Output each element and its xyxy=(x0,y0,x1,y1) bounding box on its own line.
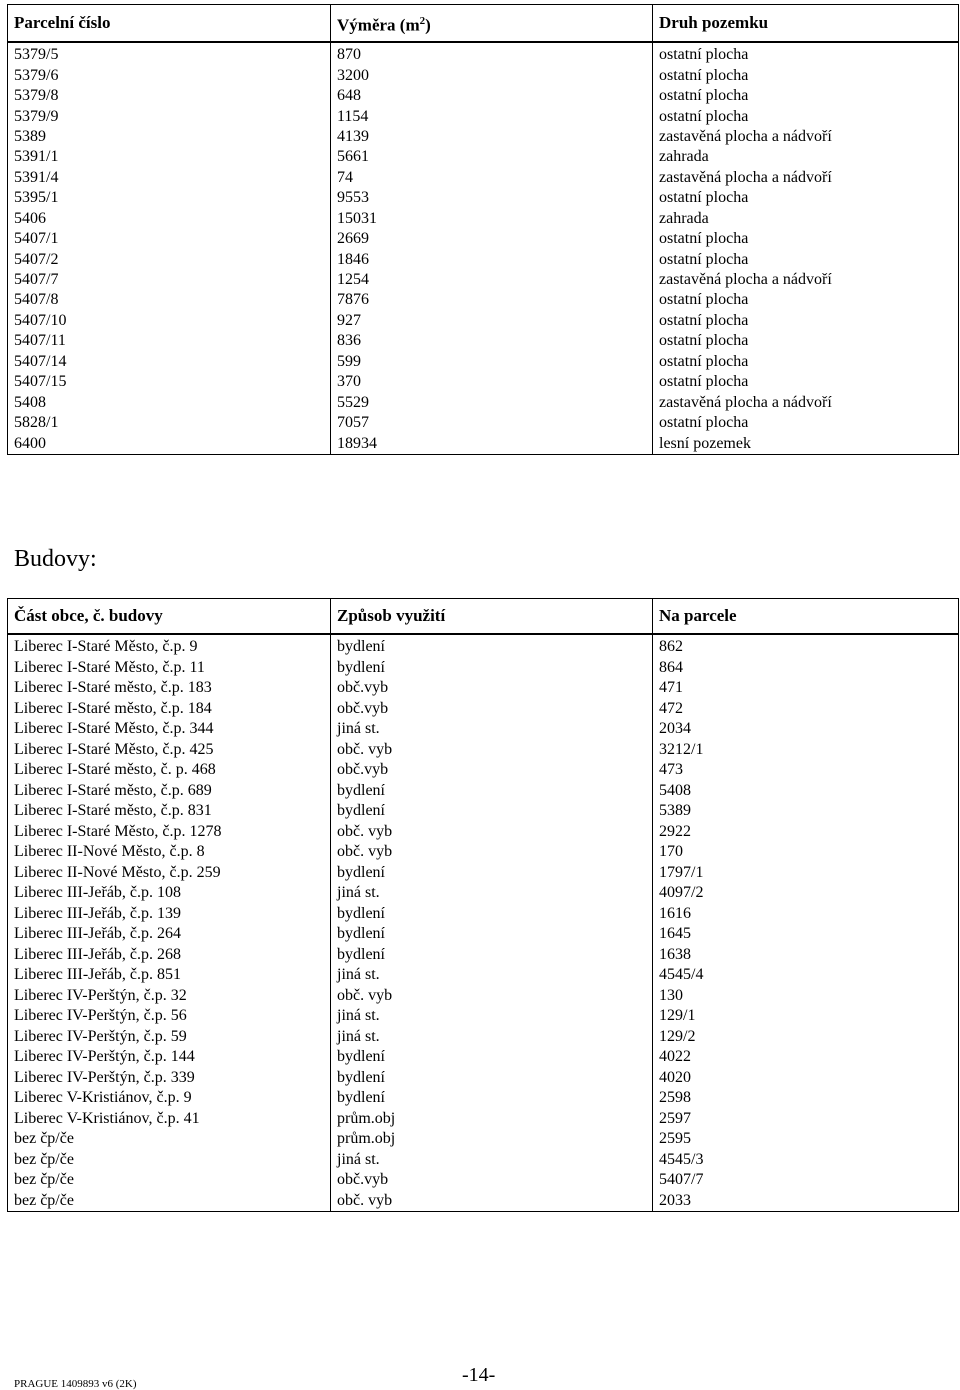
cell-area: 9553 xyxy=(331,188,653,208)
cell-on-parcel: 5407/7 xyxy=(653,1170,959,1191)
cell-building: Liberec III-Jeřáb, č.p. 108 xyxy=(8,883,331,904)
cell-on-parcel: 1638 xyxy=(653,945,959,966)
table-row xyxy=(8,801,959,822)
cell-building: Liberec III-Jeřáb, č.p. 268 xyxy=(8,945,331,966)
cell-building: Liberec I-Staré Město, č.p. 9 xyxy=(8,634,331,658)
table-row xyxy=(8,392,959,412)
table-row xyxy=(8,1170,959,1191)
cell-area: 927 xyxy=(331,311,653,331)
table-row xyxy=(8,209,959,229)
cell-parcel-number: 5407/2 xyxy=(8,249,331,269)
cell-land-type: zahrada xyxy=(653,147,959,167)
cell-parcel-number: 5379/6 xyxy=(8,65,331,85)
cell-parcel-number: 5407/8 xyxy=(8,290,331,310)
cell-building: bez čp/če xyxy=(8,1150,331,1171)
document-reference: PRAGUE 1409893 v6 (2K) xyxy=(14,1378,137,1390)
cell-land-type: ostatní plocha xyxy=(653,229,959,249)
buildings-heading: Budovy: xyxy=(14,546,97,572)
cell-on-parcel: 2598 xyxy=(653,1088,959,1109)
table-row xyxy=(8,147,959,167)
cell-parcel-number: 5379/9 xyxy=(8,106,331,126)
cell-land-type: ostatní plocha xyxy=(653,331,959,351)
table-row xyxy=(8,863,959,884)
cell-parcel-number: 5407/1 xyxy=(8,229,331,249)
cell-area: 5529 xyxy=(331,392,653,412)
table-row xyxy=(8,678,959,699)
cell-area: 4139 xyxy=(331,127,653,147)
cell-usage: jiná st. xyxy=(331,1150,653,1171)
cell-building: Liberec I-Staré Město, č.p. 11 xyxy=(8,658,331,679)
cell-on-parcel: 864 xyxy=(653,658,959,679)
table-row xyxy=(8,699,959,720)
table-row xyxy=(8,945,959,966)
cell-on-parcel: 2033 xyxy=(653,1191,959,1212)
cell-usage: bydlení xyxy=(331,781,653,802)
cell-on-parcel: 1616 xyxy=(653,904,959,925)
table-row xyxy=(8,1047,959,1068)
cell-building: Liberec I-Staré město, č.p. 183 xyxy=(8,678,331,699)
table-row xyxy=(8,1191,959,1212)
cell-on-parcel: 473 xyxy=(653,760,959,781)
cell-building: Liberec V-Kristiánov, č.p. 41 xyxy=(8,1109,331,1130)
cell-on-parcel: 4545/3 xyxy=(653,1150,959,1171)
cell-usage: obč. vyb xyxy=(331,822,653,843)
cell-parcel-number: 5407/10 xyxy=(8,311,331,331)
cell-usage: jiná st. xyxy=(331,1027,653,1048)
table-row xyxy=(8,1068,959,1089)
cell-land-type: ostatní plocha xyxy=(653,311,959,331)
cell-usage: bydlení xyxy=(331,863,653,884)
parcels-table xyxy=(7,4,959,455)
parcels-body xyxy=(8,42,959,454)
cell-on-parcel: 129/1 xyxy=(653,1006,959,1027)
table-row xyxy=(8,781,959,802)
cell-area: 870 xyxy=(331,42,653,65)
cell-building: Liberec IV-Perštýn, č.p. 59 xyxy=(8,1027,331,1048)
cell-on-parcel: 4022 xyxy=(653,1047,959,1068)
cell-usage: bydlení xyxy=(331,658,653,679)
cell-parcel-number: 5407/7 xyxy=(8,270,331,290)
cell-parcel-number: 5379/8 xyxy=(8,86,331,106)
cell-area: 836 xyxy=(331,331,653,351)
page-number: -14- xyxy=(462,1364,496,1386)
table-row xyxy=(8,311,959,331)
cell-building: bez čp/če xyxy=(8,1129,331,1150)
cell-usage: bydlení xyxy=(331,904,653,925)
table-row xyxy=(8,290,959,310)
cell-on-parcel: 472 xyxy=(653,699,959,720)
table-row xyxy=(8,372,959,392)
table-row xyxy=(8,42,959,65)
cell-parcel-number: 5391/1 xyxy=(8,147,331,167)
table-row xyxy=(8,413,959,433)
table-row xyxy=(8,188,959,208)
cell-on-parcel: 5408 xyxy=(653,781,959,802)
table-row xyxy=(8,842,959,863)
table-row xyxy=(8,331,959,351)
header-area xyxy=(331,5,653,43)
cell-building: Liberec I-Staré Město, č.p. 1278 xyxy=(8,822,331,843)
cell-parcel-number: 5391/4 xyxy=(8,168,331,188)
cell-parcel-number: 5407/14 xyxy=(8,352,331,372)
cell-area: 648 xyxy=(331,86,653,106)
cell-building: Liberec I-Staré město, č. p. 468 xyxy=(8,760,331,781)
header-area-label: Výměra (m xyxy=(337,15,420,35)
table-row xyxy=(8,760,959,781)
table-row xyxy=(8,1129,959,1150)
cell-land-type: zastavěná plocha a nádvoří xyxy=(653,392,959,412)
table-row xyxy=(8,127,959,147)
table-row xyxy=(8,883,959,904)
table-row xyxy=(8,1150,959,1171)
cell-area: 370 xyxy=(331,372,653,392)
cell-area: 2669 xyxy=(331,229,653,249)
cell-building: Liberec I-Staré město, č.p. 689 xyxy=(8,781,331,802)
header-area-close: ) xyxy=(425,15,431,35)
table-row xyxy=(8,65,959,85)
cell-land-type: ostatní plocha xyxy=(653,372,959,392)
cell-on-parcel: 471 xyxy=(653,678,959,699)
table-row xyxy=(8,106,959,126)
cell-on-parcel: 170 xyxy=(653,842,959,863)
cell-parcel-number: 5389 xyxy=(8,127,331,147)
cell-land-type: ostatní plocha xyxy=(653,352,959,372)
header-area-superscript: 2 xyxy=(419,14,426,27)
cell-usage: bydlení xyxy=(331,945,653,966)
cell-building: Liberec I-Staré Město, č.p. 344 xyxy=(8,719,331,740)
cell-usage: prům.obj xyxy=(331,1109,653,1130)
cell-building: Liberec II-Nové Město, č.p. 8 xyxy=(8,842,331,863)
table-row xyxy=(8,986,959,1007)
cell-on-parcel: 5389 xyxy=(653,801,959,822)
header-on-parcel: Na parcele xyxy=(653,599,959,635)
table-row xyxy=(8,1027,959,1048)
table-row xyxy=(8,249,959,269)
table-row xyxy=(8,1109,959,1130)
table-row xyxy=(8,229,959,249)
cell-usage: bydlení xyxy=(331,1047,653,1068)
table-row xyxy=(8,86,959,106)
cell-land-type: zastavěná plocha a nádvoří xyxy=(653,168,959,188)
table-row xyxy=(8,965,959,986)
cell-area: 74 xyxy=(331,168,653,188)
cell-land-type: ostatní plocha xyxy=(653,413,959,433)
cell-usage: prům.obj xyxy=(331,1129,653,1150)
cell-on-parcel: 4545/4 xyxy=(653,965,959,986)
cell-usage: bydlení xyxy=(331,1068,653,1089)
cell-on-parcel: 4020 xyxy=(653,1068,959,1089)
header-usage: Způsob využití xyxy=(331,599,653,635)
table-header-row xyxy=(8,5,959,43)
table-row xyxy=(8,822,959,843)
cell-usage: obč.vyb xyxy=(331,1170,653,1191)
cell-building: Liberec III-Jeřáb, č.p. 139 xyxy=(8,904,331,925)
cell-area: 599 xyxy=(331,352,653,372)
cell-usage: obč. vyb xyxy=(331,740,653,761)
cell-building: Liberec I-Staré město, č.p. 831 xyxy=(8,801,331,822)
cell-usage: obč. vyb xyxy=(331,842,653,863)
cell-usage: obč.vyb xyxy=(331,760,653,781)
cell-area: 15031 xyxy=(331,209,653,229)
cell-area: 7057 xyxy=(331,413,653,433)
table-row xyxy=(8,634,959,658)
cell-on-parcel: 2034 xyxy=(653,719,959,740)
cell-usage: bydlení xyxy=(331,801,653,822)
cell-building: Liberec IV-Perštýn, č.p. 56 xyxy=(8,1006,331,1027)
cell-usage: obč. vyb xyxy=(331,1191,653,1212)
cell-usage: jiná st. xyxy=(331,1006,653,1027)
table-row xyxy=(8,1088,959,1109)
cell-land-type: lesní pozemek xyxy=(653,433,959,454)
cell-on-parcel: 862 xyxy=(653,634,959,658)
table-row xyxy=(8,904,959,925)
cell-building: Liberec IV-Perštýn, č.p. 339 xyxy=(8,1068,331,1089)
cell-on-parcel: 2922 xyxy=(653,822,959,843)
cell-area: 3200 xyxy=(331,65,653,85)
cell-parcel-number: 5406 xyxy=(8,209,331,229)
cell-building: Liberec I-Staré město, č.p. 184 xyxy=(8,699,331,720)
table-row xyxy=(8,270,959,290)
cell-on-parcel: 4097/2 xyxy=(653,883,959,904)
cell-usage: jiná st. xyxy=(331,883,653,904)
cell-area: 1154 xyxy=(331,106,653,126)
cell-area: 1846 xyxy=(331,249,653,269)
cell-parcel-number: 5395/1 xyxy=(8,188,331,208)
cell-usage: jiná st. xyxy=(331,965,653,986)
header-building: Část obce, č. budovy xyxy=(8,599,331,635)
cell-usage: obč.vyb xyxy=(331,699,653,720)
table-row xyxy=(8,168,959,188)
buildings-table xyxy=(7,598,959,1212)
table-row xyxy=(8,352,959,372)
cell-usage: bydlení xyxy=(331,1088,653,1109)
table-row xyxy=(8,1006,959,1027)
cell-area: 1254 xyxy=(331,270,653,290)
cell-on-parcel: 1797/1 xyxy=(653,863,959,884)
cell-land-type: zastavěná plocha a nádvoří xyxy=(653,270,959,290)
cell-on-parcel: 2597 xyxy=(653,1109,959,1130)
cell-on-parcel: 129/2 xyxy=(653,1027,959,1048)
cell-land-type: ostatní plocha xyxy=(653,249,959,269)
cell-land-type: ostatní plocha xyxy=(653,42,959,65)
cell-parcel-number: 5379/5 xyxy=(8,42,331,65)
table-header-row xyxy=(8,599,959,635)
cell-on-parcel: 3212/1 xyxy=(653,740,959,761)
cell-on-parcel: 130 xyxy=(653,986,959,1007)
cell-area: 5661 xyxy=(331,147,653,167)
cell-parcel-number: 6400 xyxy=(8,433,331,454)
cell-building: Liberec IV-Perštýn, č.p. 144 xyxy=(8,1047,331,1068)
cell-land-type: ostatní plocha xyxy=(653,65,959,85)
cell-land-type: zahrada xyxy=(653,209,959,229)
cell-land-type: ostatní plocha xyxy=(653,188,959,208)
cell-on-parcel: 2595 xyxy=(653,1129,959,1150)
header-land-type: Druh pozemku xyxy=(653,5,959,43)
cell-usage: obč. vyb xyxy=(331,986,653,1007)
cell-area: 7876 xyxy=(331,290,653,310)
cell-parcel-number: 5408 xyxy=(8,392,331,412)
cell-building: Liberec IV-Perštýn, č.p. 32 xyxy=(8,986,331,1007)
cell-usage: bydlení xyxy=(331,924,653,945)
table-row xyxy=(8,433,959,454)
cell-parcel-number: 5407/11 xyxy=(8,331,331,351)
cell-land-type: ostatní plocha xyxy=(653,86,959,106)
cell-land-type: ostatní plocha xyxy=(653,290,959,310)
cell-land-type: ostatní plocha xyxy=(653,106,959,126)
cell-building: bez čp/če xyxy=(8,1191,331,1212)
cell-building: Liberec III-Jeřáb, č.p. 264 xyxy=(8,924,331,945)
cell-building: bez čp/če xyxy=(8,1170,331,1191)
cell-parcel-number: 5407/15 xyxy=(8,372,331,392)
cell-on-parcel: 1645 xyxy=(653,924,959,945)
table-row xyxy=(8,924,959,945)
table-row xyxy=(8,719,959,740)
cell-building: Liberec I-Staré Město, č.p. 425 xyxy=(8,740,331,761)
cell-land-type: zastavěná plocha a nádvoří xyxy=(653,127,959,147)
table-row xyxy=(8,658,959,679)
cell-building: Liberec II-Nové Město, č.p. 259 xyxy=(8,863,331,884)
table-row xyxy=(8,740,959,761)
buildings-body xyxy=(8,634,959,1212)
cell-building: Liberec III-Jeřáb, č.p. 851 xyxy=(8,965,331,986)
header-parcel-number: Parcelní číslo xyxy=(8,5,331,43)
cell-area: 18934 xyxy=(331,433,653,454)
cell-usage: obč.vyb xyxy=(331,678,653,699)
cell-usage: jiná st. xyxy=(331,719,653,740)
cell-parcel-number: 5828/1 xyxy=(8,413,331,433)
cell-building: Liberec V-Kristiánov, č.p. 9 xyxy=(8,1088,331,1109)
cell-usage: bydlení xyxy=(331,634,653,658)
